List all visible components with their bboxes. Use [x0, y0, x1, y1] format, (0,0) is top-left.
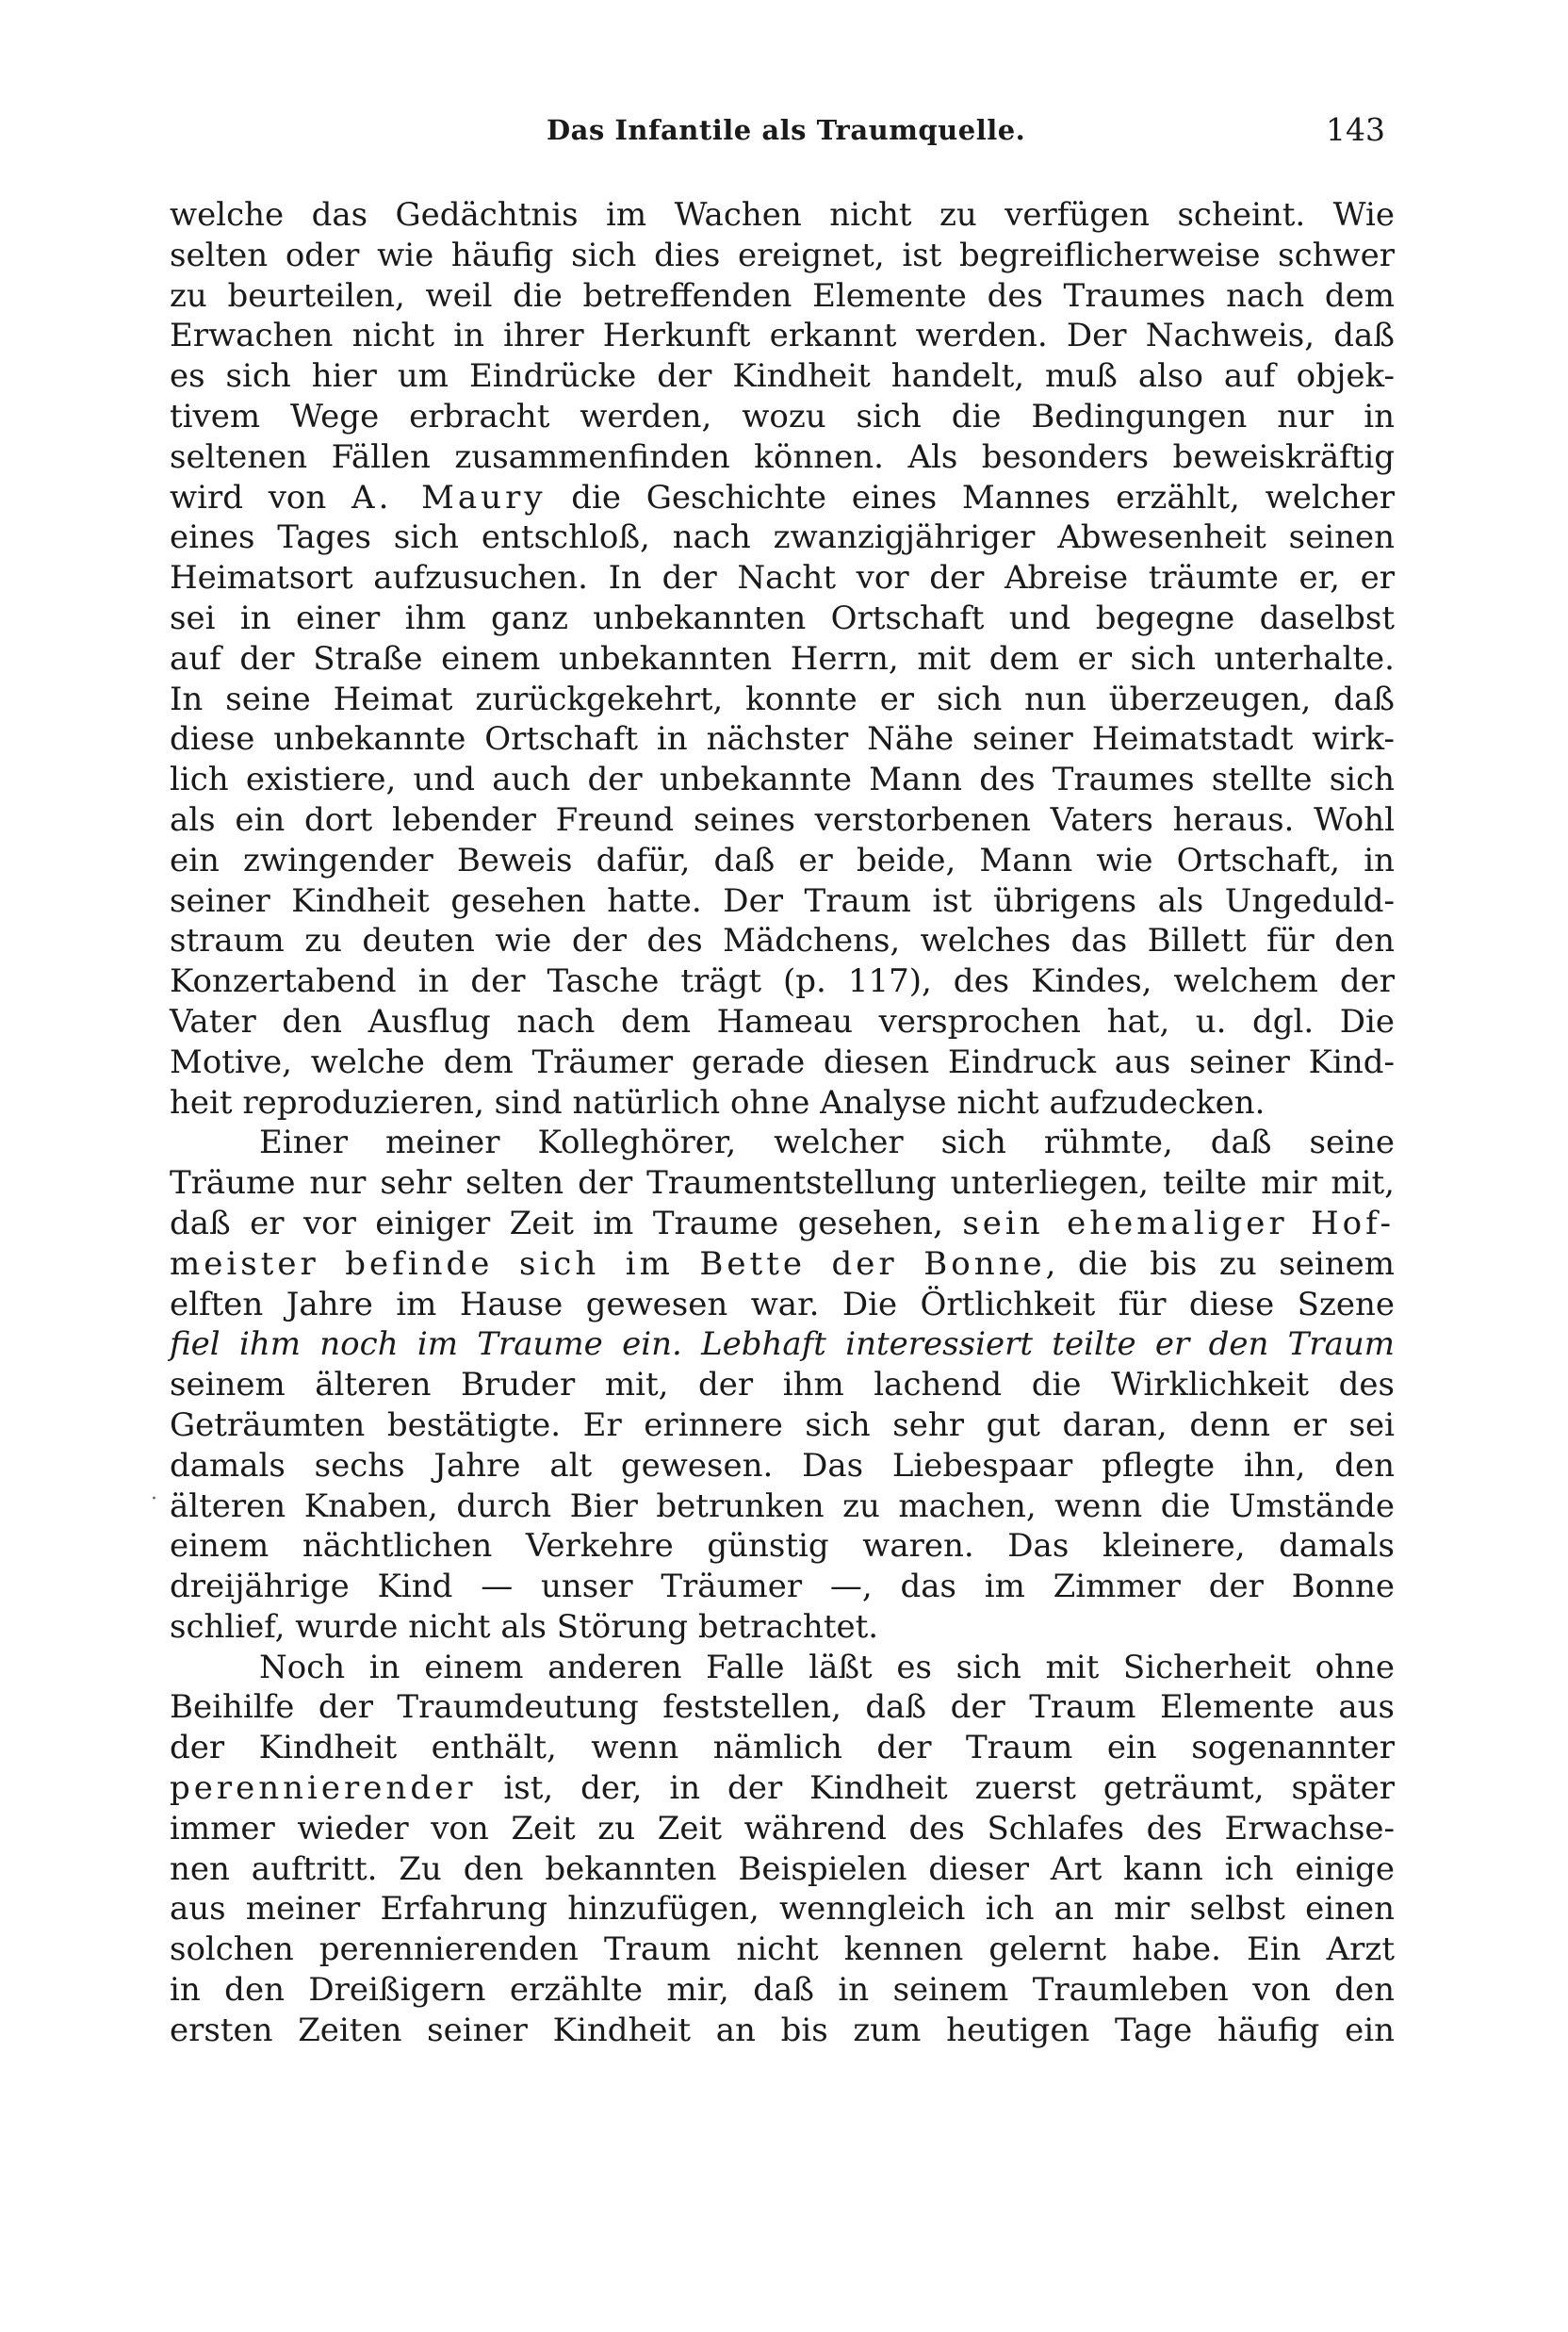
spaced-text: perennierender [170, 1769, 477, 1808]
text-line: diese unbekannte Ortschaft in nächster Nähe seiner Heimatstadt wirk- [170, 720, 1395, 759]
text-line: aus meiner Erfahrung hinzufügen, wenngleich ich an mir selbst einen [170, 1890, 1395, 1929]
text-fragment: wird von [170, 478, 352, 517]
body-text [170, 195, 1395, 2051]
text-line: eines Tages sich entschloß, nach zwanzigjähriger Abwesenheit seinen [170, 518, 1395, 557]
text-line: seiner Kindheit gesehen hatte. Der Traum ist übrigens als Ungeduld- [170, 881, 1395, 920]
text-line: damals sechs Jahre alt gewesen. Das Liebespaar pflegte ihn, den [170, 1446, 1395, 1485]
text-line: Vater den Ausflug nach dem Hameau versprochen hat, u. dgl. Die [170, 1002, 1395, 1041]
text-line: solchen perennierenden Traum nicht kennen gelernt habe. Ein Arzt [170, 1930, 1395, 1969]
text-line: ein zwingender Beweis dafür, daß er beide, Mann wie Ortschaft, in [170, 841, 1395, 879]
text-line: Motive, welche dem Träumer gerade diesen Eindruck aus seiner Kind- [170, 1043, 1395, 1081]
text-line: Geträumten bestätigte. Er erinnere sich sehr gut daran, denn er sei [170, 1405, 1395, 1444]
text-line [170, 1244, 1395, 1285]
text-fragment: , die bis zu seinem [1045, 1244, 1395, 1283]
running-head [170, 111, 1395, 149]
text-line [170, 478, 1395, 518]
text-line: fiel ihm noch im Traume ein. Lebhaft interessiert teilte er den Traum [170, 1325, 1395, 1364]
text-line: Träume nur sehr selten der Traumentstellung unterliegen, teilte mir mit, [170, 1164, 1395, 1203]
text-line: Konzertabend in der Tasche trägt (p. 117), des Kindes, welchem der [170, 962, 1395, 1001]
text-line: elften Jahre im Hause gewesen war. Die Örtlichkeit für diese Szene [170, 1285, 1395, 1323]
text-fragment: ist, der, in der Kindheit zuerst geträumt, später [476, 1769, 1395, 1808]
text-fragment: daß er vor einiger Zeit im Traume gesehen, [170, 1204, 963, 1242]
text-line: straum zu deuten wie der des Mädchens, welches das Billett für den [170, 922, 1395, 961]
running-title: Das Infantile als Traumquelle. [547, 114, 1026, 146]
text-line: In seine Heimat zurückgekehrt, konnte er sich nun überzeugen, daß [170, 680, 1395, 718]
page-number: 143 [1326, 111, 1385, 148]
text-line: in den Dreißigern erzählte mir, daß in seinem Traumleben von den [170, 1971, 1395, 2010]
spaced-text: meister befinde sich im Bette der Bonne [170, 1244, 1046, 1283]
text-line: schlief, wurde nicht als Störung betrachtet. [170, 1607, 879, 1646]
text-line: einem nächtlichen Verkehre günstig waren. Das kleinere, damals [170, 1527, 1395, 1566]
text-line: ersten Zeiten seiner Kindheit an bis zum heutigen Tage häufig ein [170, 2011, 1395, 2049]
text-line: welche das Gedächtnis im Wachen nicht zu verfügen scheint. Wie [170, 196, 1395, 234]
text-line: seinem älteren Bruder mit, der ihm lachend die Wirklichkeit des [170, 1366, 1395, 1404]
text-line: auf der Straße einem unbekannten Herrn, mit dem er sich unterhalte. [170, 639, 1395, 678]
text-line: heit reproduzieren, sind natürlich ohne Analyse nicht aufzudecken. [170, 1083, 1266, 1122]
text-line: Heimatsort aufzusuchen. In der Nacht vor der Abreise träumte er, er [170, 559, 1395, 598]
text-line: nen auftritt. Zu den bekannten Beispielen dieser Art kann ich einige [170, 1849, 1395, 1888]
margin-mark: · [151, 1487, 157, 1511]
text-line: es sich hier um Eindrücke der Kindheit handelt, muß also auf objek- [170, 357, 1395, 396]
text-fragment: die Geschichte eines Mannes erzählt, welcher [546, 478, 1395, 517]
text-line: seltenen Fällen zusammenfinden können. Als besonders beweiskräftig [170, 437, 1395, 476]
text-line: älteren Knaben, durch Bier betrunken zu machen, wenn die Umstände [170, 1486, 1395, 1525]
text-line: dreijährige Kind — unser Träumer —, das im Zimmer der Bonne [170, 1568, 1395, 1606]
text-line: tivem Wege erbracht werden, wozu sich die Bedingungen nur in [170, 397, 1395, 435]
text-line: der Kindheit enthält, wenn nämlich der Traum ein sogenannter [170, 1729, 1395, 1767]
text-line: sei in einer ihm ganz unbekannten Ortschaft und begegne daselbst [170, 599, 1395, 637]
text-line: selten oder wie häufig sich dies ereignet, ist begreiflicherweise schwer [170, 236, 1395, 274]
text-line: immer wieder von Zeit zu Zeit während des Schlafes des Erwachse- [170, 1809, 1395, 1848]
text-line: Einer meiner Kolleghörer, welcher sich rühmte, daß seine [259, 1124, 1395, 1162]
text-line [170, 1768, 1395, 1809]
text-line: Beihilfe der Traumdeutung feststellen, daß der Traum Elemente aus [170, 1688, 1395, 1727]
text-line: lich existiere, und auch der unbekannte Mann des Traumes stellte sich [170, 761, 1395, 799]
text-line: Erwachen nicht in ihrer Herkunft erkannt werden. Der Nachweis, daß [170, 317, 1395, 355]
text-line: Noch in einem anderen Falle läßt es sich mit Sicherheit ohne [259, 1648, 1395, 1686]
spaced-text: sein ehemaliger Hof- [962, 1204, 1395, 1242]
text-line: als ein dort lebender Freund seines verstorbenen Vaters heraus. Wohl [170, 800, 1395, 839]
text-line: zu beurteilen, weil die betreffenden Elemente des Traumes nach dem [170, 276, 1395, 315]
spaced-name: A. Maury [351, 478, 547, 517]
text-line [170, 1204, 1395, 1244]
